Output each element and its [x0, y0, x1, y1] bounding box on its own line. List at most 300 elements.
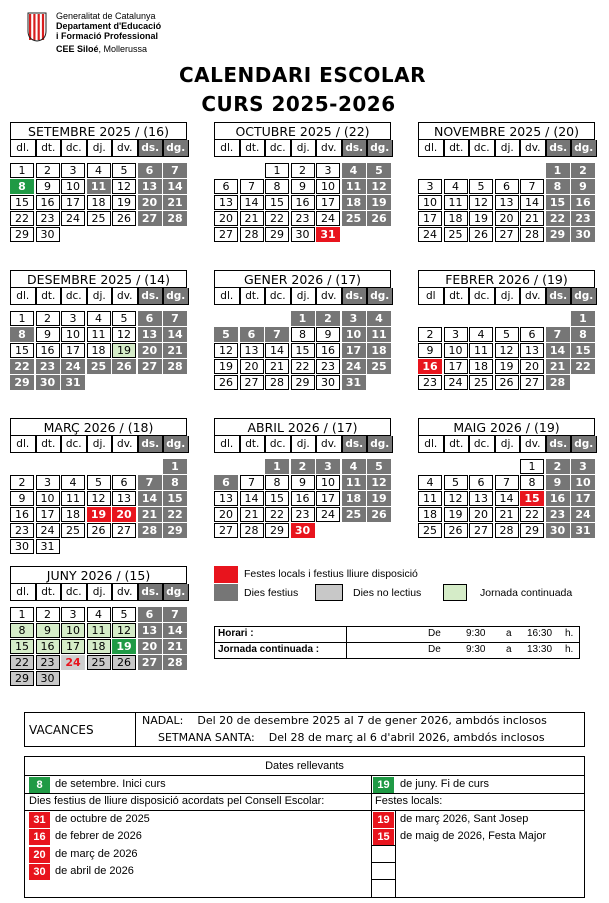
day-cell: 31: [61, 375, 85, 390]
day-cell: 24: [444, 375, 468, 390]
day-cell: 24: [61, 655, 85, 670]
day-cell: 29: [265, 227, 289, 242]
day-cell: 2: [546, 459, 570, 474]
day-cell: 22: [10, 211, 34, 226]
weekday-header: dj.: [291, 140, 317, 157]
day-cell: 10: [316, 475, 340, 490]
day-cell: 8: [265, 475, 289, 490]
day-cell: 19: [112, 343, 136, 358]
empty-cell: [214, 459, 238, 474]
page-subtitle: CURS 2025-2026: [201, 92, 396, 116]
legend-no-lectius: Dies no lectius: [353, 587, 422, 599]
day-cell: 15: [520, 491, 544, 506]
local-text: de maig de 2026, Festa Major: [400, 830, 547, 842]
weekday-header: dl: [418, 288, 444, 305]
day-cell: 18: [87, 343, 111, 358]
day-cell: 27: [495, 227, 519, 242]
weekday-header: dv.: [112, 288, 138, 305]
day-cell: 20: [138, 195, 162, 210]
day-cell: 16: [418, 359, 442, 374]
day-cell: 4: [87, 311, 111, 326]
day-cell: 5: [444, 475, 468, 490]
day-cell: 29: [520, 523, 544, 538]
day-cell: 24: [418, 227, 442, 242]
empty-cell: [520, 163, 544, 178]
weekday-header: dv.: [520, 436, 546, 453]
day-cell: 1: [546, 163, 570, 178]
day-cell: 16: [316, 343, 340, 358]
day-cell: 29: [546, 227, 570, 242]
weekday-header: dl.: [10, 436, 36, 453]
month-calendar: [10, 418, 187, 555]
page-title: CALENDARI ESCOLAR: [178, 63, 427, 87]
day-cell: 23: [10, 523, 34, 538]
day-cell: 9: [571, 179, 595, 194]
day-cell: 15: [291, 343, 315, 358]
day-cell: 3: [571, 459, 595, 474]
day-cell: 5: [367, 459, 391, 474]
month-title: SETEMBRE 2025 / (16): [10, 122, 187, 140]
empty-cell: [10, 459, 34, 474]
month-title: FEBRER 2026 / (19): [418, 270, 595, 288]
day-cell: 17: [61, 195, 85, 210]
month-title: MARÇ 2026 / (18): [10, 418, 187, 436]
day-cell: 21: [495, 507, 519, 522]
legend-local: Festes locals i festius lliure disposició: [244, 568, 418, 580]
day-cell: 1: [10, 163, 34, 178]
day-cell: 22: [265, 507, 289, 522]
organization-name: Generalitat de Catalunya Departament d'Educació i Formació Professional: [56, 11, 162, 41]
month-calendar: [418, 418, 595, 539]
month-title: JUNY 2026 / (15): [10, 566, 187, 584]
weekday-header: dj.: [291, 436, 317, 453]
day-cell: 25: [469, 375, 493, 390]
day-cell: 10: [418, 195, 442, 210]
empty-cell: [495, 459, 519, 474]
day-cell: 23: [36, 655, 60, 670]
day-cell: 3: [61, 607, 85, 622]
day-cell: 31: [342, 375, 366, 390]
day-cell: 26: [367, 507, 391, 522]
empty-cell: [112, 459, 136, 474]
day-cell: 31: [36, 539, 60, 554]
day-cell: 28: [240, 227, 264, 242]
day-cell: 4: [418, 475, 442, 490]
day-cell: 4: [342, 163, 366, 178]
weekday-header: dc.: [469, 436, 495, 453]
day-cell: 1: [163, 459, 187, 474]
day-cell: 18: [342, 491, 366, 506]
locals-title: Festes locals:: [375, 795, 443, 807]
day-cell: 21: [138, 507, 162, 522]
day-cell: 10: [61, 623, 85, 638]
day-cell: 16: [36, 639, 60, 654]
day-cell: 15: [163, 491, 187, 506]
day-cell: 2: [36, 163, 60, 178]
dates-rellevants: [24, 756, 585, 898]
day-cell: 9: [291, 475, 315, 490]
day-cell: 9: [291, 179, 315, 194]
day-cell: 30: [10, 539, 34, 554]
day-cell: 20: [240, 359, 264, 374]
day-cell: 6: [214, 475, 238, 490]
vacances-nadal: NADAL: Del 20 de desembre 2025 al 7 de gener 2026, ambdós inclosos: [142, 714, 547, 727]
day-cell: 6: [112, 475, 136, 490]
day-cell: 13: [138, 623, 162, 638]
weekday-header: dl.: [418, 140, 444, 157]
day-cell: 27: [214, 523, 238, 538]
day-cell: 30: [36, 671, 60, 686]
day-cell: 3: [61, 163, 85, 178]
weekday-header: dg.: [367, 436, 393, 453]
vacances-label: VACANCES: [29, 723, 94, 737]
day-cell: 31: [316, 227, 340, 242]
day-cell: 20: [214, 211, 238, 226]
day-cell: 27: [138, 211, 162, 226]
day-cell: 17: [571, 491, 595, 506]
day-cell: 5: [367, 163, 391, 178]
day-cell: 18: [418, 507, 442, 522]
day-cell: 30: [36, 227, 60, 242]
legend-swatch-local: [214, 566, 238, 583]
lliure-badge: 20: [29, 847, 50, 863]
weekday-header: dj.: [87, 436, 113, 453]
day-cell: 18: [61, 507, 85, 522]
day-cell: 14: [520, 195, 544, 210]
day-cell: 5: [214, 327, 238, 342]
empty-cell: [469, 163, 493, 178]
day-cell: 3: [418, 179, 442, 194]
day-cell: 11: [342, 475, 366, 490]
day-cell: 19: [214, 359, 238, 374]
empty-cell: [520, 311, 544, 326]
weekday-header: dc.: [61, 288, 87, 305]
day-cell: 22: [291, 359, 315, 374]
day-cell: 28: [163, 655, 187, 670]
weekday-header: dl.: [10, 288, 36, 305]
weekday-header: dt.: [444, 140, 470, 157]
weekday-header: dg.: [163, 436, 189, 453]
day-cell: 20: [469, 507, 493, 522]
weekday-header: dv.: [112, 436, 138, 453]
day-cell: 12: [112, 327, 136, 342]
day-cell: 23: [546, 507, 570, 522]
day-cell: 15: [546, 195, 570, 210]
day-cell: 13: [214, 491, 238, 506]
lliure-title: Dies festius de lliure disposició acordats pel Consell Escolar:: [29, 795, 325, 807]
day-cell: 16: [291, 491, 315, 506]
day-cell: 16: [10, 507, 34, 522]
day-cell: 17: [316, 491, 340, 506]
day-cell: 3: [36, 475, 60, 490]
day-cell: 8: [10, 179, 34, 194]
legend-swatch-continuada: [443, 584, 467, 601]
weekday-header: dt.: [36, 288, 62, 305]
weekday-header: dt.: [240, 436, 266, 453]
month-calendar: [10, 270, 187, 391]
day-cell: 31: [571, 523, 595, 538]
day-cell: 22: [265, 211, 289, 226]
day-cell: 10: [61, 179, 85, 194]
day-cell: 29: [10, 227, 34, 242]
day-cell: 19: [112, 195, 136, 210]
day-cell: 1: [520, 459, 544, 474]
day-cell: 6: [138, 311, 162, 326]
day-cell: 29: [163, 523, 187, 538]
day-cell: 19: [469, 211, 493, 226]
day-cell: 18: [87, 195, 111, 210]
day-cell: 3: [316, 459, 340, 474]
day-cell: 27: [138, 655, 162, 670]
empty-cell: [138, 459, 162, 474]
day-cell: 9: [316, 327, 340, 342]
weekday-header: ds.: [546, 140, 572, 157]
day-cell: 27: [214, 227, 238, 242]
local-text: de març 2026, Sant Josep: [400, 813, 529, 825]
weekday-header: dg.: [571, 140, 597, 157]
day-cell: 6: [214, 179, 238, 194]
day-cell: 11: [87, 623, 111, 638]
weekday-header: dj.: [495, 436, 521, 453]
day-cell: 7: [163, 163, 187, 178]
day-cell: 8: [265, 179, 289, 194]
day-cell: 21: [163, 195, 187, 210]
day-cell: 26: [495, 375, 519, 390]
day-cell: 26: [112, 655, 136, 670]
day-cell: 20: [495, 211, 519, 226]
day-cell: 25: [342, 211, 366, 226]
day-cell: 10: [444, 343, 468, 358]
day-cell: 19: [87, 507, 111, 522]
month-calendar: [214, 418, 391, 539]
day-cell: 12: [367, 475, 391, 490]
weekday-header: ds.: [546, 288, 572, 305]
weekday-header: ds.: [138, 436, 164, 453]
day-cell: 5: [87, 475, 111, 490]
day-cell: 2: [36, 607, 60, 622]
day-cell: 25: [87, 359, 111, 374]
day-cell: 17: [61, 343, 85, 358]
day-cell: 8: [520, 475, 544, 490]
day-cell: 16: [571, 195, 595, 210]
empty-cell: [444, 311, 468, 326]
day-cell: 3: [316, 163, 340, 178]
day-cell: 1: [571, 311, 595, 326]
weekday-header: dl.: [10, 584, 36, 601]
inici-badge: 8: [29, 777, 50, 793]
day-cell: 10: [342, 327, 366, 342]
empty-cell: [87, 459, 111, 474]
day-cell: 20: [138, 639, 162, 654]
day-cell: 30: [291, 227, 315, 242]
day-cell: 13: [138, 179, 162, 194]
weekday-header: dg.: [367, 288, 393, 305]
day-cell: 3: [342, 311, 366, 326]
day-cell: 11: [444, 195, 468, 210]
day-cell: 22: [571, 359, 595, 374]
day-cell: 17: [418, 211, 442, 226]
day-cell: 11: [342, 179, 366, 194]
weekday-header: ds.: [138, 140, 164, 157]
empty-cell: [495, 163, 519, 178]
day-cell: 18: [367, 343, 391, 358]
weekday-header: dc.: [61, 140, 87, 157]
day-cell: 26: [112, 359, 136, 374]
empty-cell: [444, 459, 468, 474]
weekday-header: dg.: [571, 288, 597, 305]
day-cell: 19: [367, 195, 391, 210]
day-cell: 15: [10, 343, 34, 358]
day-cell: 15: [10, 195, 34, 210]
schedule-row-continuada: Jornada continuada : De 9:30 a 13:30 h.: [215, 643, 579, 658]
day-cell: 1: [291, 311, 315, 326]
day-cell: 12: [112, 179, 136, 194]
weekday-header: dl.: [418, 436, 444, 453]
day-cell: 7: [265, 327, 289, 342]
day-cell: 28: [265, 375, 289, 390]
weekday-header: dj.: [495, 140, 521, 157]
day-cell: 28: [240, 523, 264, 538]
month-calendar: [10, 122, 187, 243]
day-cell: 7: [495, 475, 519, 490]
day-cell: 15: [265, 491, 289, 506]
day-cell: 30: [36, 375, 60, 390]
day-cell: 2: [36, 311, 60, 326]
weekday-header: dg.: [163, 288, 189, 305]
weekday-header: dl.: [214, 436, 240, 453]
day-cell: 28: [138, 523, 162, 538]
day-cell: 10: [61, 327, 85, 342]
weekday-header: dl.: [10, 140, 36, 157]
lliure-badge: 31: [29, 812, 50, 828]
empty-cell: [214, 163, 238, 178]
empty-cell: [214, 311, 238, 326]
day-cell: 7: [138, 475, 162, 490]
day-cell: 4: [444, 179, 468, 194]
day-cell: 16: [36, 343, 60, 358]
day-cell: 14: [265, 343, 289, 358]
dates-title: Dates rellevants: [25, 757, 584, 776]
weekday-header: dt.: [444, 288, 470, 305]
day-cell: 26: [87, 523, 111, 538]
weekday-header: dc.: [61, 584, 87, 601]
day-cell: 14: [138, 491, 162, 506]
day-cell: 21: [520, 211, 544, 226]
day-cell: 13: [495, 195, 519, 210]
day-cell: 27: [240, 375, 264, 390]
day-cell: 6: [138, 163, 162, 178]
day-cell: 26: [367, 211, 391, 226]
day-cell: 15: [265, 195, 289, 210]
day-cell: 2: [291, 459, 315, 474]
month-calendar: [10, 566, 187, 687]
weekday-header: dv.: [316, 436, 342, 453]
day-cell: 2: [316, 311, 340, 326]
day-cell: 12: [112, 623, 136, 638]
day-cell: 20: [214, 507, 238, 522]
day-cell: 22: [163, 507, 187, 522]
day-cell: 7: [240, 179, 264, 194]
day-cell: 10: [571, 475, 595, 490]
day-cell: 24: [571, 507, 595, 522]
day-cell: 5: [112, 607, 136, 622]
day-cell: 27: [112, 523, 136, 538]
day-cell: 4: [367, 311, 391, 326]
day-cell: 25: [342, 507, 366, 522]
day-cell: 23: [571, 211, 595, 226]
empty-cell: [240, 163, 264, 178]
day-cell: 26: [444, 523, 468, 538]
day-cell: 12: [87, 491, 111, 506]
lliure-text: de abril de 2026: [55, 865, 134, 877]
day-cell: 19: [495, 359, 519, 374]
lliure-text: de febrer de 2026: [55, 830, 142, 842]
day-cell: 1: [265, 459, 289, 474]
day-cell: 15: [571, 343, 595, 358]
day-cell: 6: [520, 327, 544, 342]
weekday-header: ds.: [138, 288, 164, 305]
weekday-header: dj.: [291, 288, 317, 305]
inici-text: de setembre. Inici curs: [55, 778, 166, 790]
day-cell: 25: [418, 523, 442, 538]
day-cell: 2: [571, 163, 595, 178]
day-cell: 6: [495, 179, 519, 194]
legend-swatch-festius: [214, 584, 238, 601]
month-title: MAIG 2026 / (19): [418, 418, 595, 436]
day-cell: 13: [138, 327, 162, 342]
day-cell: 24: [61, 359, 85, 374]
day-cell: 18: [444, 211, 468, 226]
day-cell: 8: [10, 327, 34, 342]
day-cell: 6: [240, 327, 264, 342]
weekday-header: dj.: [87, 584, 113, 601]
weekday-header: ds.: [546, 436, 572, 453]
day-cell: 8: [10, 623, 34, 638]
day-cell: 2: [10, 475, 34, 490]
day-cell: 10: [316, 179, 340, 194]
weekday-header: dv.: [520, 140, 546, 157]
day-cell: 9: [418, 343, 442, 358]
day-cell: 13: [520, 343, 544, 358]
empty-cell: [495, 311, 519, 326]
weekday-header: dv.: [112, 584, 138, 601]
weekday-header: dt.: [240, 288, 266, 305]
legend-continuada: Jornada continuada: [480, 587, 573, 599]
weekday-header: dl.: [214, 140, 240, 157]
day-cell: 28: [163, 359, 187, 374]
day-cell: 10: [36, 491, 60, 506]
day-cell: 4: [469, 327, 493, 342]
day-cell: 4: [342, 459, 366, 474]
day-cell: 14: [240, 491, 264, 506]
empty-cell: [265, 311, 289, 326]
day-cell: 11: [469, 343, 493, 358]
local-badge: 19: [373, 812, 394, 828]
day-cell: 15: [10, 639, 34, 654]
month-title: GENER 2026 / (17): [214, 270, 391, 288]
day-cell: 21: [240, 507, 264, 522]
day-cell: 13: [214, 195, 238, 210]
day-cell: 27: [520, 375, 544, 390]
day-cell: 28: [520, 227, 544, 242]
day-cell: 30: [316, 375, 340, 390]
day-cell: 5: [495, 327, 519, 342]
empty-cell: [240, 311, 264, 326]
weekday-header: ds.: [342, 288, 368, 305]
day-cell: 20: [520, 359, 544, 374]
day-cell: 2: [291, 163, 315, 178]
day-cell: 14: [163, 179, 187, 194]
